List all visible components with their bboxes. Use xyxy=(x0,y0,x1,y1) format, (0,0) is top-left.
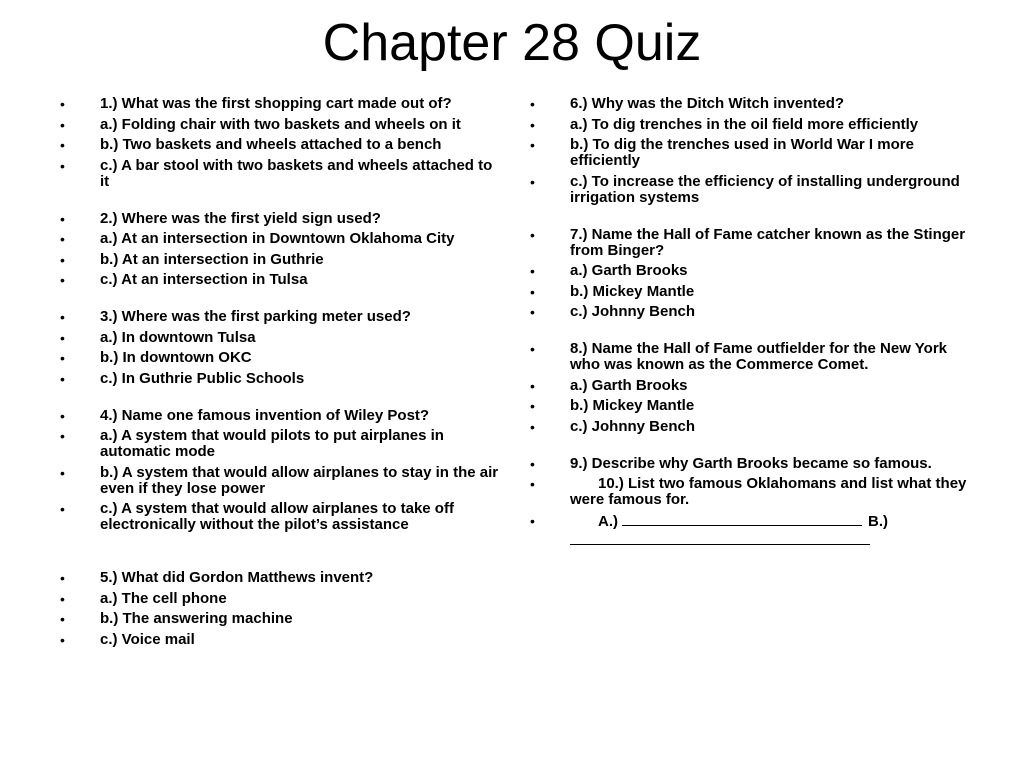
list-item xyxy=(60,158,500,190)
list-item xyxy=(530,513,970,549)
answer-option: a.) At an intersection in Downtown Oklahoma City xyxy=(100,230,455,247)
bullet-icon: • xyxy=(60,501,65,517)
question-text: 1.) What was the first shopping cart made out of? xyxy=(100,95,452,112)
list-item xyxy=(530,96,970,112)
bullet-icon: • xyxy=(530,226,535,243)
answer-option: a.) To dig trenches in the oil field more efficiently xyxy=(570,115,919,133)
list-item xyxy=(60,330,500,346)
bullet-icon: • xyxy=(530,512,535,529)
list-item xyxy=(60,408,500,424)
list-item xyxy=(60,371,500,387)
bullet-icon: • xyxy=(530,455,535,472)
list-item xyxy=(60,611,500,627)
question-text: 3.) Where was the first parking meter used? xyxy=(100,308,411,325)
bullet-icon: • xyxy=(60,370,65,387)
answer-option: b.) The answering machine xyxy=(100,610,293,627)
bullet-icon: • xyxy=(60,116,65,133)
bullet-icon: • xyxy=(60,157,65,174)
answer-option: c.) A system that would allow airplanes to take off electronically without the pilot’s assistance xyxy=(100,500,454,533)
question-text: 8.) Name the Hall of Fame outfielder for the New York who was known as the Commerce Comet. xyxy=(570,340,948,373)
bullet-icon: • xyxy=(530,283,535,300)
bullet-icon: • xyxy=(60,329,65,346)
list-item xyxy=(530,174,970,206)
answer-option: c.) In Guthrie Public Schools xyxy=(100,369,305,387)
answer-option: b.) At an intersection in Guthrie xyxy=(100,250,324,268)
list-item xyxy=(60,309,500,325)
list-item xyxy=(60,501,500,533)
answer-option: c.) Johnny Bench xyxy=(570,417,696,435)
answer-option: c.) Johnny Bench xyxy=(570,303,696,320)
answer-option: a.) In downtown Tulsa xyxy=(100,328,256,346)
bullet-icon: • xyxy=(530,116,535,133)
answer-a-label: A.) xyxy=(598,512,618,530)
list-item xyxy=(60,465,500,497)
list-item xyxy=(530,378,970,394)
bullet-icon: • xyxy=(60,570,65,586)
answer-option: a.) Garth Brooks xyxy=(570,376,688,394)
answer-option: b.) In downtown OKC xyxy=(100,349,252,366)
question-text: 2.) Where was the first yield sign used? xyxy=(100,209,381,227)
question-text: 5.) What did Gordon Matthews invent? xyxy=(100,569,374,586)
list-item xyxy=(60,350,500,366)
answer-option: a.) Folding chair with two baskets and wheels on it xyxy=(100,115,461,133)
bullet-icon: • xyxy=(60,407,65,424)
bullet-icon: • xyxy=(60,590,65,607)
list-item xyxy=(60,117,500,133)
answer-option: b.) A system that would allow airplanes to stay in the air even if they lose power xyxy=(100,463,499,497)
list-item xyxy=(530,137,970,169)
list-item xyxy=(530,304,970,320)
answer-option: c.) Voice mail xyxy=(100,630,195,648)
bullet-icon: • xyxy=(530,263,535,279)
bullet-icon: • xyxy=(60,231,65,247)
bullet-icon: • xyxy=(530,377,535,394)
bullet-icon: • xyxy=(530,304,535,320)
list-item xyxy=(60,137,500,153)
list-item xyxy=(60,570,500,586)
bullet-icon: • xyxy=(60,428,65,444)
question-text: 7.) Name the Hall of Fame catcher known as the Stinger from Binger? xyxy=(570,225,966,259)
bullet-icon: • xyxy=(530,398,535,414)
bullet-icon: • xyxy=(60,464,65,481)
list-item xyxy=(530,263,970,279)
list-item xyxy=(530,456,970,472)
question-text: 4.) Name one famous invention of Wiley Post? xyxy=(100,406,430,424)
answer-b-label: B.) xyxy=(868,512,888,530)
list-item xyxy=(530,419,970,435)
bullet-icon: • xyxy=(530,96,535,112)
bullet-icon: • xyxy=(530,341,535,357)
question-text xyxy=(542,476,970,508)
list-item xyxy=(60,428,500,460)
list-item xyxy=(530,398,970,414)
question-text-10: 10.) List two famous Oklahomans and list what they were famous for. xyxy=(570,475,967,508)
answer-option: a.) A system that would pilots to put airplanes in automatic mode xyxy=(100,427,444,460)
list-item xyxy=(530,476,970,508)
page-title: Chapter 28 Quiz xyxy=(322,14,702,72)
list-item xyxy=(60,231,500,247)
bullet-icon: • xyxy=(60,210,65,227)
bullet-icon: • xyxy=(530,137,535,153)
list-item xyxy=(60,252,500,268)
list-item xyxy=(60,211,500,227)
bullet-icon: • xyxy=(60,631,65,648)
bullet-icon: • xyxy=(60,309,65,325)
bullet-icon: • xyxy=(60,96,65,112)
list-item xyxy=(60,96,500,112)
answer-option: b.) Mickey Mantle xyxy=(570,397,695,414)
right-question-list xyxy=(530,96,970,553)
answer-b-blank[interactable] xyxy=(570,532,870,545)
list-item xyxy=(530,341,970,373)
bullet-icon: • xyxy=(60,272,65,288)
bullet-icon: • xyxy=(530,476,535,492)
list-item xyxy=(530,117,970,133)
answer-option: b.) Two baskets and wheels attached to a bench xyxy=(100,136,442,153)
list-item xyxy=(60,591,500,607)
bullet-icon: • xyxy=(530,418,535,435)
answer-option: c.) At an intersection in Tulsa xyxy=(100,271,308,288)
bullet-icon: • xyxy=(530,173,535,190)
bullet-icon: • xyxy=(60,611,65,627)
bullet-icon: • xyxy=(60,350,65,366)
answer-option: a.) Garth Brooks xyxy=(570,262,688,279)
answer-a-blank[interactable] xyxy=(622,513,862,526)
answer-option: a.) The cell phone xyxy=(100,589,227,607)
list-item xyxy=(60,272,500,288)
question-text: 6.) Why was the Ditch Witch invented? xyxy=(570,95,845,112)
question-text: 9.) Describe why Garth Brooks became so famous. xyxy=(570,454,932,472)
bullet-icon: • xyxy=(60,251,65,268)
list-item xyxy=(60,632,500,648)
answer-option: b.) To dig the trenches used in World War I more efficiently xyxy=(570,136,914,169)
bullet-icon: • xyxy=(60,137,65,153)
answer-option: b.) Mickey Mantle xyxy=(570,282,695,300)
list-item xyxy=(530,227,970,259)
left-question-list xyxy=(60,96,500,652)
answer-option: c.) A bar stool with two baskets and wheels attached to it xyxy=(100,156,493,190)
answer-option: c.) To increase the efficiency of installing underground irrigation systems xyxy=(570,172,960,206)
list-item xyxy=(530,284,970,300)
